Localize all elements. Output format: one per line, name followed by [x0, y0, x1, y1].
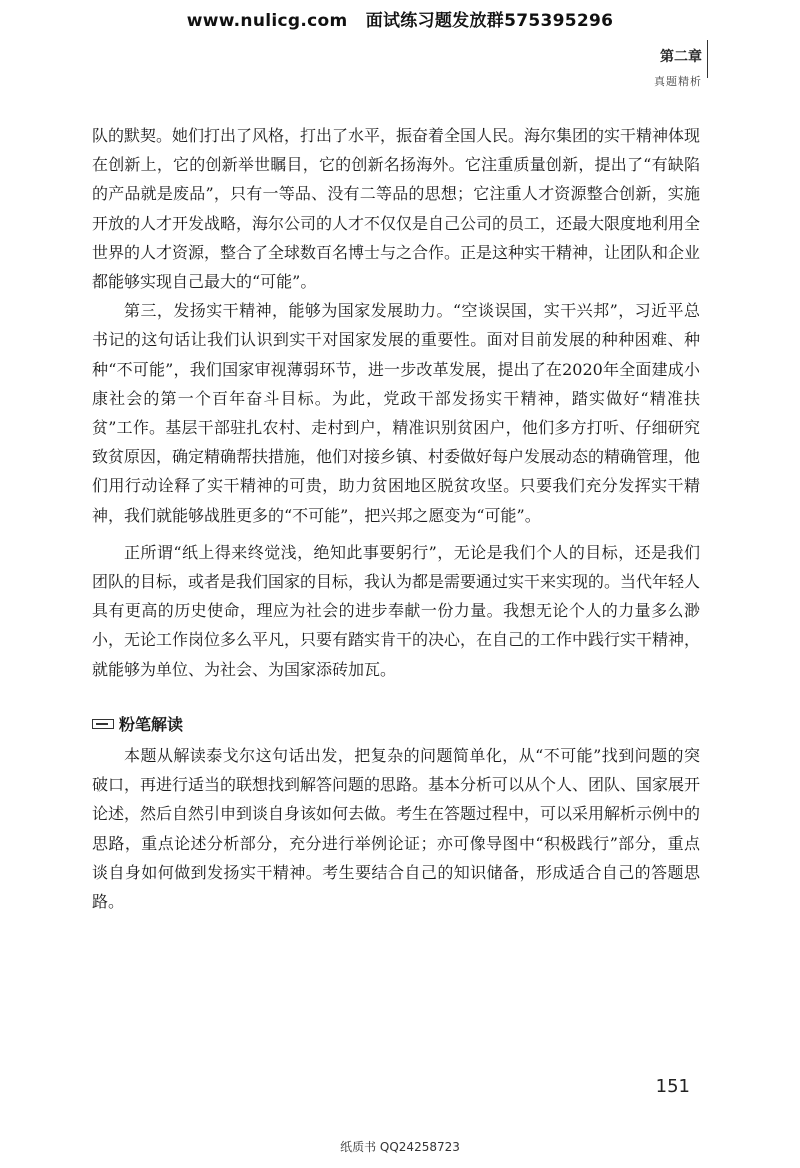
paragraph-3: 正所谓“纸上得来终觉浅，绝知此事要躬行”，无论是我们个人的目标，还是我们团队的目标，或者是我们国家的目标，我认为都是需要通过实干来实现的。当代年轻人具有更高的历史使命，理应为社会的进步奉献一份力量。我想无论个人的力量多么渺小，无论工作岗位多么平凡，只要有踏实肯干的决心，在自己的工作中践行实干精神，就能够为单位、为社会、为国家添砖加瓦。	[92, 542, 701, 679]
section-paragraph: 本题从解读泰戈尔这句话出发，把复杂的问题简单化，从“不可能”找到问题的突破口，再进行适当的联想找到解答问题的思路。基本分析可以从个人、团队、国家展开论述，然后自然引申到谈自身该如何去做。考生在答题过程中，可以采用解析示例中的思路，重点论述分析部分，充分进行举例论证；亦可像导图中“积极践行”部分，重点谈自身如何做到发扬实干精神。考生要结合自己的知识储备，形成适合自己的答题思路。	[92, 746, 701, 912]
chapter-divider	[707, 40, 708, 78]
watermark-url: www.nulicg.com	[186, 11, 348, 31]
section-heading	[92, 710, 700, 739]
paragraph-1: 队的默契。她们打出了风格，打出了水平，振奋着全国人民。海尔集团的实干精神体现在创新上，它的创新举世瞩目，它的创新名扬海外。它注重质量创新，提出了“有缺陷的产品就是废品”，只有一等品、没有二等品的思想；它注重人才资源整合创新，实施开放的人才开发战略，海尔公司的人才不仅仅是自己公司的员工，还最大限度地利用全世界的人才资源，整合了全球数百名博士与之合作。正是这种实干精神，让团队和企业都能够实现自己最大的“可能”。	[92, 126, 701, 292]
chapter-title: 第二章	[660, 49, 702, 65]
chapter-subtitle: 真题精析	[654, 75, 702, 88]
paragraph-2: 第三，发扬实干精神，能够为国家发展助力。“空谈误国，实干兴邦”，习近平总书记的这句话让我们认识到实干对国家发展的重要性。面对目前发展的种种困难、种种“不可能”，我们国家审视薄弱环节，进一步改革发展，提出了在2020年全面建成小康社会的第一个百年奋斗目标。为此，党政干部发扬实干精神，踏实做好“精准扶贫”工作。基层干部驻扎农村、走村到户，精准识别贫困户，他们多方打听、仔细研究致贫原因，确定精确帮扶措施，他们对接乡镇、村委做好每户发展动态的精确管理，他们用行动诠释了实干精神的可贵，助力贫困地区脱贫攻坚。只要我们充分发挥实干精神，我们就能够战胜更多的“不可能”，把兴邦之愿变为“可能”。	[92, 301, 701, 525]
watermark-text: 面试练习题发放群575395296	[365, 11, 614, 31]
chapter-header	[654, 46, 702, 89]
chalk-icon	[92, 719, 114, 729]
footer-note: 纸质书 QQ24258723	[340, 1140, 460, 1154]
top-watermark	[0, 6, 800, 31]
page-number: 151	[655, 1076, 690, 1097]
section-heading-text: 粉笔解读	[119, 714, 184, 734]
page-content	[92, 121, 700, 916]
